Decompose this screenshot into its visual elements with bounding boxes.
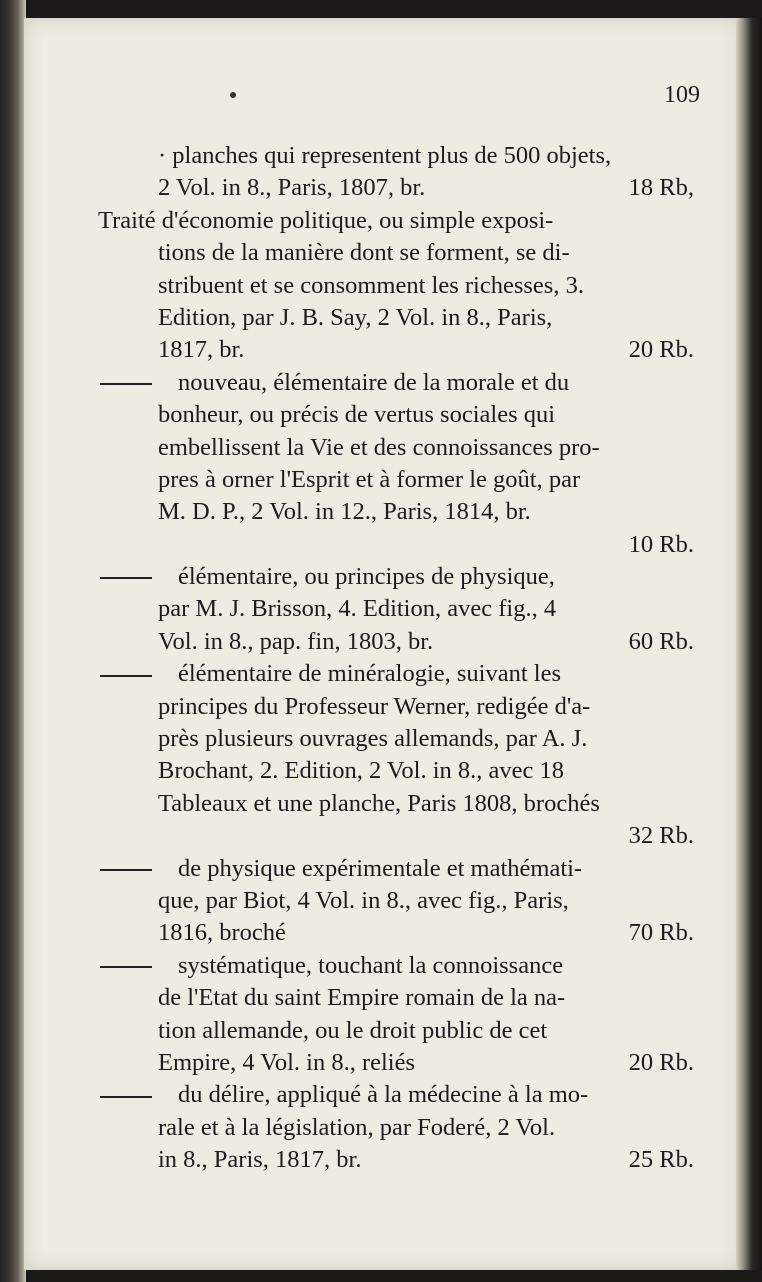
text-line (98, 885, 694, 917)
text-line (98, 496, 694, 528)
entry-text: 2 Vol. in 8., Paris, 1807, br. (158, 174, 426, 202)
text-line (98, 237, 694, 269)
text-line (98, 399, 694, 431)
entry-title: élémentaire, ou principes de physique, (178, 563, 555, 591)
ditto-dash (100, 1096, 152, 1098)
text-line (98, 529, 694, 561)
ditto-dash (100, 383, 152, 385)
ditto-dash (100, 675, 152, 677)
entry-text: in 8., Paris, 1817, br. (158, 1146, 362, 1174)
text-line (98, 853, 694, 885)
text-line (98, 1047, 694, 1079)
text-line (98, 755, 694, 787)
text-line (98, 334, 694, 366)
ditto-dash (100, 966, 152, 968)
text-line (98, 1144, 694, 1176)
entry-text: Vol. in 8., pap. fin, 1803, br. (158, 627, 434, 655)
price: 60 Rb. (628, 627, 694, 655)
text-line (98, 593, 694, 625)
text-line (98, 917, 694, 949)
text-line (98, 172, 694, 204)
price: 10 Rb. (628, 530, 694, 558)
entry-text: pres à orner l'Esprit et à former le goût, par (158, 465, 581, 493)
text-line (98, 140, 694, 172)
entry-text: 1816, broché (158, 919, 286, 947)
entry-text: tions de la manière dont se forment, se di- (158, 239, 570, 267)
text-line (98, 723, 694, 755)
text-line (98, 820, 694, 852)
entry-text: Brochant, 2. Edition, 2 Vol. in 8., avec 18 (158, 757, 565, 785)
entry-text: M. D. P., 2 Vol. in 12., Paris, 1814, br. (158, 498, 531, 526)
page-edge (736, 18, 762, 1270)
entry-title: du délire, appliqué à la médecine à la mo- (178, 1081, 589, 1109)
ditto-dash (100, 869, 152, 871)
text-line (98, 270, 694, 302)
ink-speck (230, 92, 236, 98)
entry-heading: Traité d'économie politique, ou simple exposi- (98, 206, 554, 234)
entry-text: bonheur, ou précis de vertus sociales qui (158, 401, 556, 429)
entry-title: nouveau, élémentaire de la morale et du (178, 368, 570, 396)
entry-text: stribuent et se consomment les richesses, 3. (158, 271, 584, 299)
price: 18 Rb, (628, 174, 694, 202)
price: 20 Rb. (628, 1048, 694, 1076)
entry-text: Tableaux et une planche, Paris 1808, brochés (158, 789, 600, 817)
text-line (98, 561, 694, 593)
entry-title: de physique expérimentale et mathémati- (178, 854, 583, 882)
entry-text: rale et à la législation, par Foderé, 2 Vol. (158, 1113, 556, 1141)
page-body (98, 140, 694, 1177)
book-gutter (0, 0, 26, 1282)
text-line (98, 1112, 694, 1144)
text-line (98, 788, 694, 820)
text-line (98, 302, 694, 334)
price: 70 Rb. (628, 919, 694, 947)
entry-text: que, par Biot, 4 Vol. in 8., avec fig., Paris, (158, 886, 569, 914)
entry-text: 1817, br. (158, 336, 245, 364)
text-line (98, 691, 694, 723)
text-line (98, 1015, 694, 1047)
price: 32 Rb. (628, 822, 694, 850)
entry-text: embellissent la Vie et des connoissances pro- (158, 433, 600, 461)
entry-text: principes du Professeur Werner, redigée d'a- (158, 692, 591, 720)
entry-text: de l'Etat du saint Empire romain de la na- (158, 984, 566, 1012)
entry-text: tion allemande, ou le droit public de cet (158, 1016, 548, 1044)
text-line (98, 1079, 694, 1111)
price: 25 Rb. (628, 1146, 694, 1174)
text-line (98, 205, 694, 237)
entry-text: · planches qui representent plus de 500 objets, (158, 142, 612, 169)
entry-title: systématique, touchant la connoissance (178, 951, 564, 979)
entry-text: Empire, 4 Vol. in 8., reliés (158, 1048, 415, 1076)
text-line (98, 464, 694, 496)
entry-text: par M. J. Brisson, 4. Edition, avec fig., 4 (158, 595, 557, 623)
text-line (98, 367, 694, 399)
ditto-dash (100, 577, 152, 579)
entry-text: Edition, par J. B. Say, 2 Vol. in 8., Paris, (158, 303, 553, 331)
text-line (98, 950, 694, 982)
entry-title: élémentaire de minéralogie, suivant les (178, 660, 562, 688)
text-line (98, 626, 694, 658)
entry-text: près plusieurs ouvrages allemands, par A. J. (158, 725, 588, 753)
text-line (98, 982, 694, 1014)
price: 20 Rb. (628, 336, 694, 364)
page-number: 109 (664, 82, 700, 108)
text-line (98, 432, 694, 464)
text-line (98, 658, 694, 690)
